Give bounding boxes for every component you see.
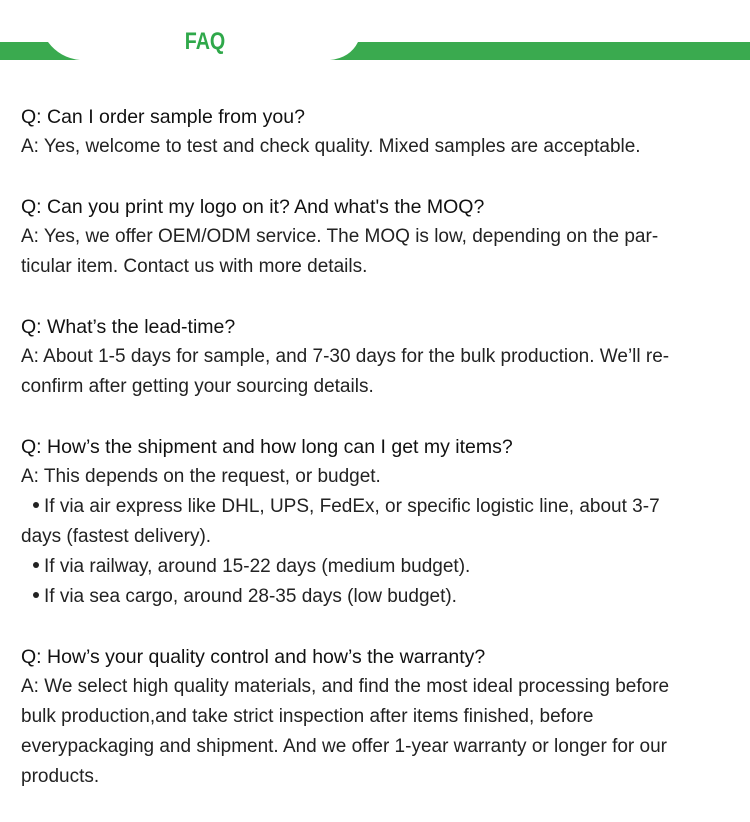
faq-question: Q: What’s the lead-time? xyxy=(21,316,236,338)
faq-answer xyxy=(21,462,733,492)
bullet-dot-icon xyxy=(33,562,39,568)
bullet-text: If via sea cargo, around 28-35 days (low budget). xyxy=(44,586,457,607)
faq-question: Q: Can you print my logo on it? And what's the MOQ? xyxy=(21,196,485,218)
shipment-option-railway xyxy=(21,552,733,582)
faq-header xyxy=(0,0,750,70)
answer-line: days (fastest delivery). xyxy=(21,526,212,547)
faq-list xyxy=(21,102,733,822)
bullet-text: If via railway, around 15-22 days (medium budget). xyxy=(44,556,471,577)
faq-answer xyxy=(21,342,733,402)
answer-line: ticular item. Contact us with more details. xyxy=(21,256,368,277)
answer-line: A: Yes, we offer OEM/ODM service. The MOQ is low, depending on the par- xyxy=(21,226,659,247)
bullet-text: If via air express like DHL, UPS, FedEx, or specific logistic line, about 3-7 xyxy=(44,496,660,517)
answer-line: A: This depends on the request, or budget. xyxy=(21,466,381,487)
faq-item-logo-moq xyxy=(21,192,733,282)
faq-item-quality-warranty xyxy=(21,642,733,792)
page-title: FAQ xyxy=(184,28,226,55)
shipment-option-sea xyxy=(21,582,733,612)
answer-line: confirm after getting your sourcing details. xyxy=(21,376,374,397)
faq-answer-continuation xyxy=(21,522,733,552)
answer-line: A: Yes, welcome to test and check quality. Mixed samples are acceptable. xyxy=(21,136,641,157)
shipment-option-air xyxy=(21,492,733,522)
faq-question: Q: How’s your quality control and how’s the warranty? xyxy=(21,646,486,668)
faq-item-sample xyxy=(21,102,733,162)
faq-answer xyxy=(21,132,733,162)
faq-question: Q: How’s the shipment and how long can I get my items? xyxy=(21,436,513,458)
answer-line: A: About 1-5 days for sample, and 7-30 days for the bulk production. We’ll re- xyxy=(21,346,670,367)
answer-line: bulk production,and take strict inspection after items finished, before xyxy=(21,706,594,727)
faq-answer xyxy=(21,222,733,282)
faq-answer xyxy=(21,672,733,792)
bullet-dot-icon xyxy=(33,502,39,508)
answer-line: everypackaging and shipment. And we offer 1-year warranty or longer for our xyxy=(21,736,667,757)
answer-line: products. xyxy=(21,766,100,787)
header-banner-shape xyxy=(0,0,750,70)
faq-question: Q: Can I order sample from you? xyxy=(21,106,305,128)
answer-line: A: We select high quality materials, and find the most ideal processing before xyxy=(21,676,670,697)
bullet-dot-icon xyxy=(33,592,39,598)
faq-item-lead-time xyxy=(21,312,733,402)
faq-item-shipment xyxy=(21,432,733,612)
